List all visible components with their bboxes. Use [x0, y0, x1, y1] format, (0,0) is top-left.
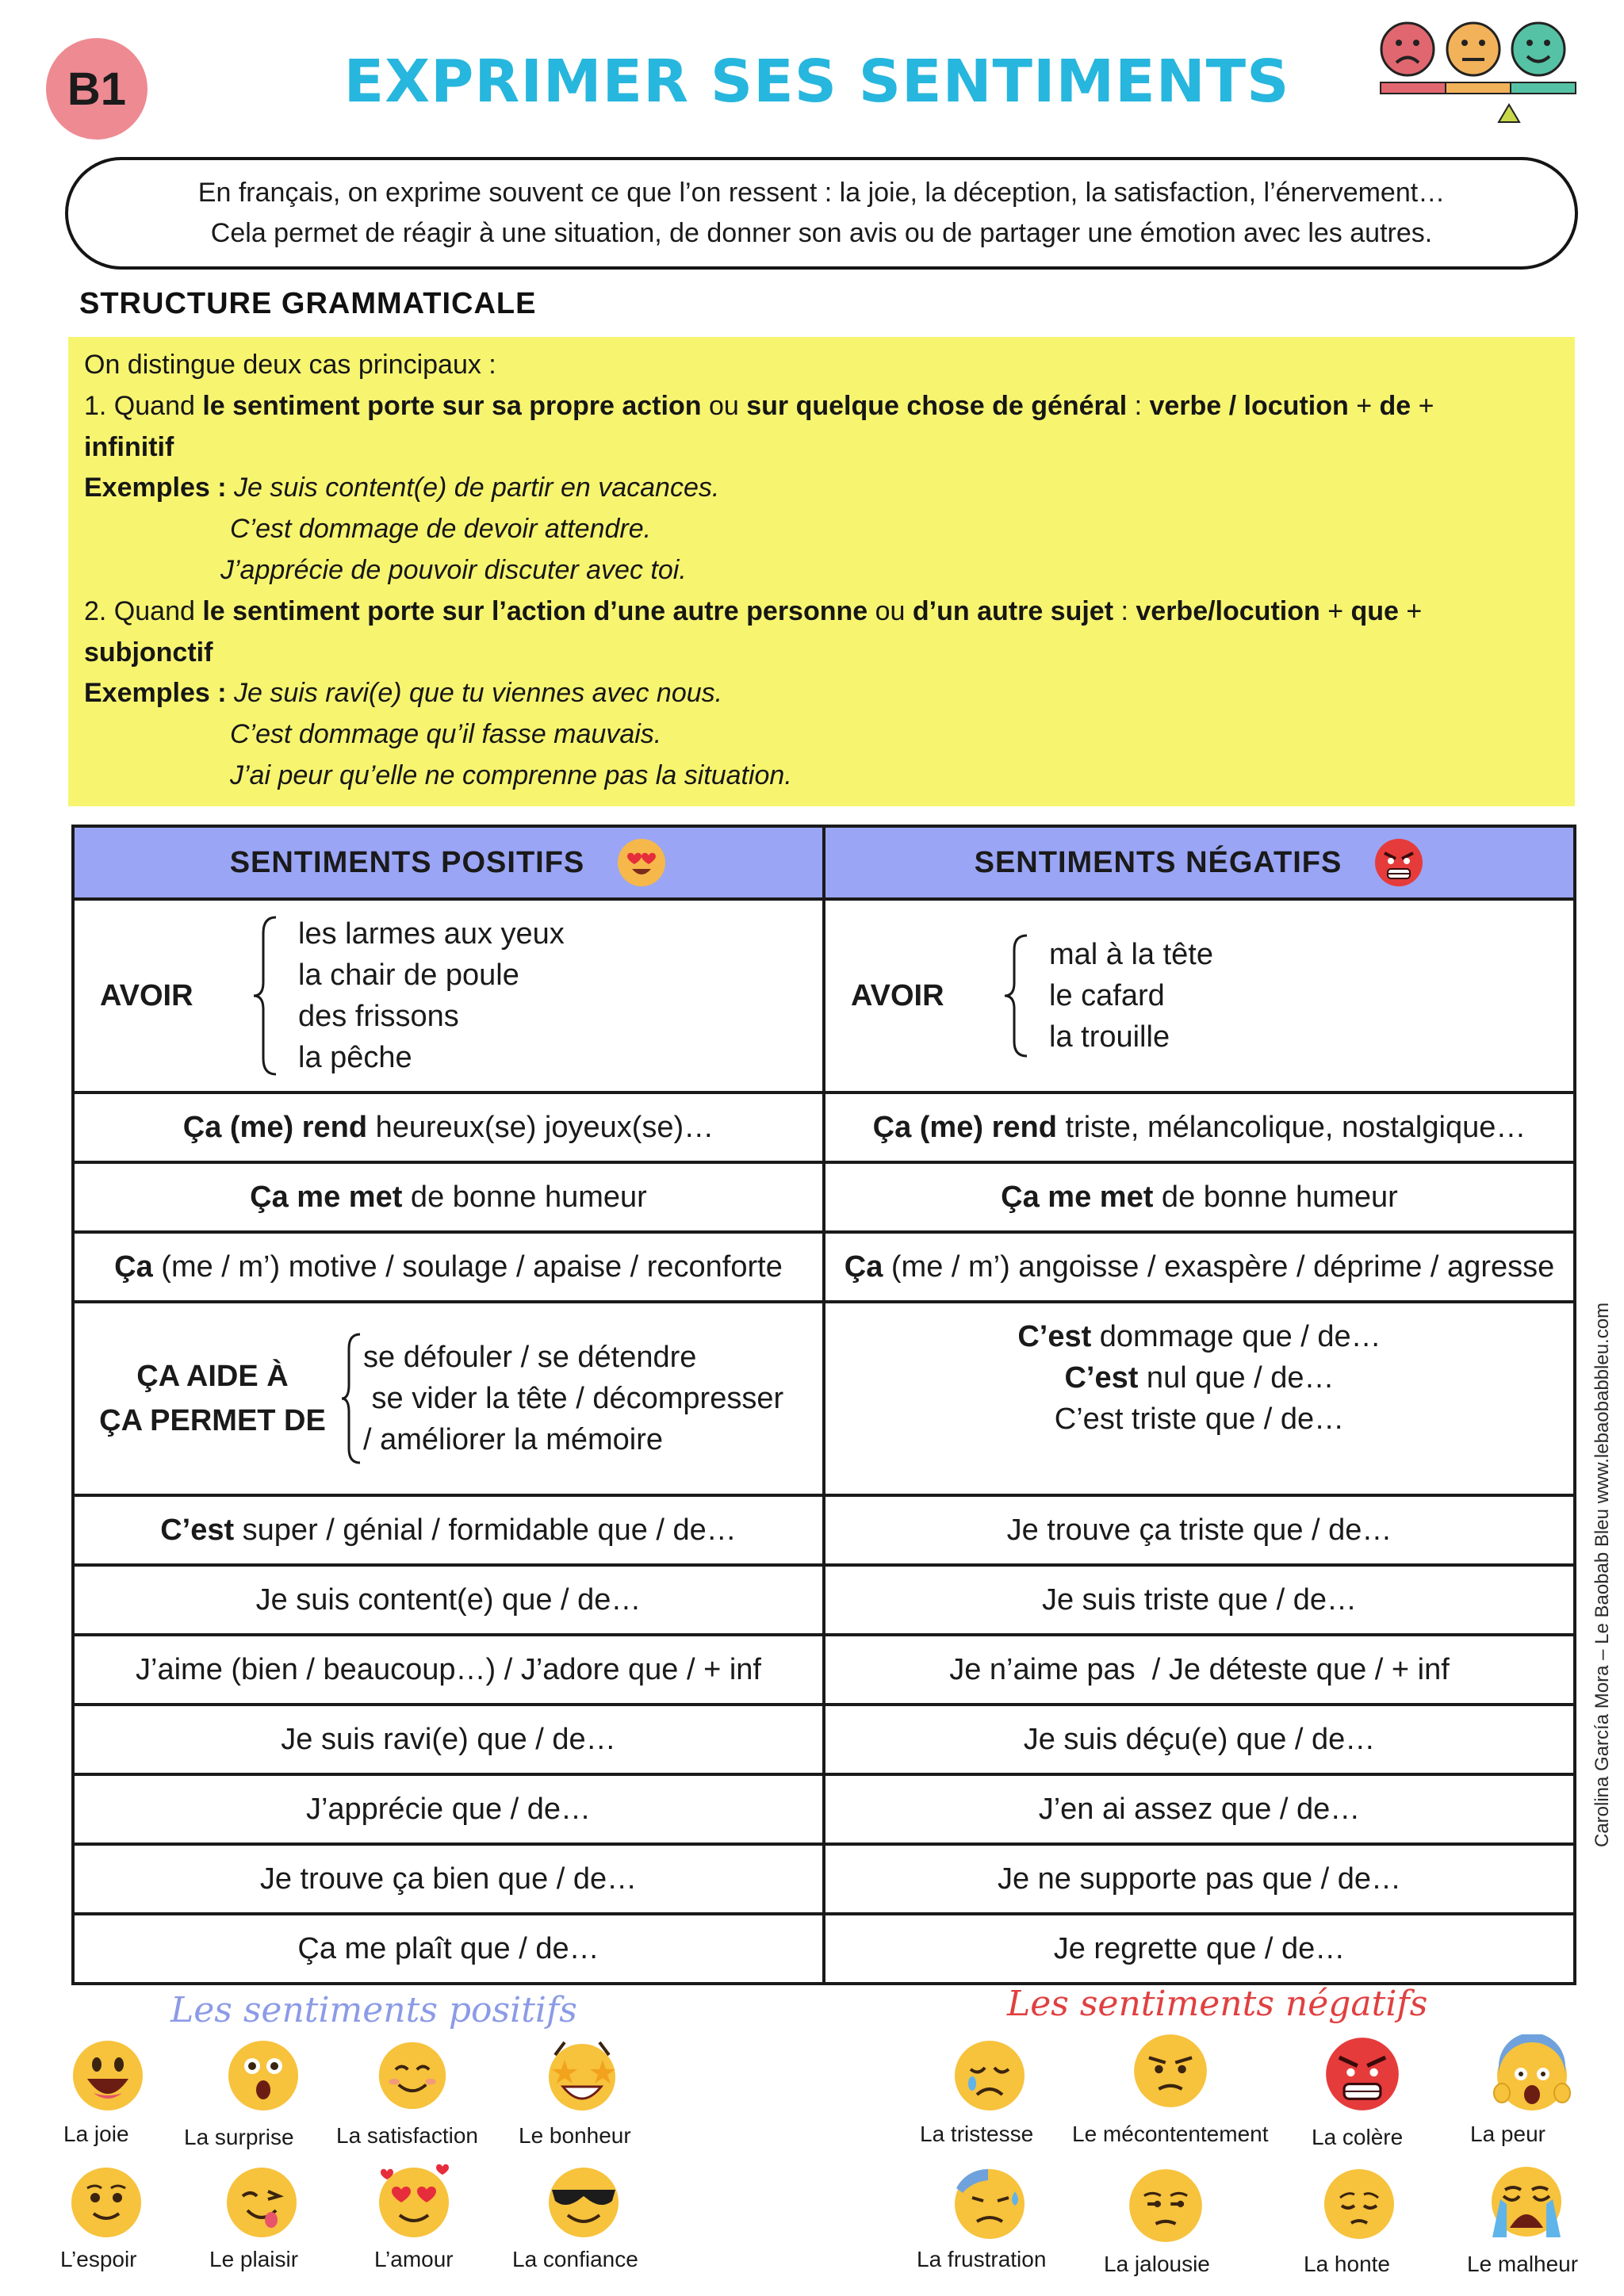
grammar-lead: On distingue deux cas principaux : — [84, 350, 496, 380]
fear-emoji-icon — [1491, 2034, 1573, 2117]
table-cell: Je suis triste que / de… — [824, 1565, 1575, 1635]
negative-header — [824, 826, 1575, 899]
page-title: EXPRIMER SES SENTIMENTS — [343, 48, 1290, 116]
emotion-label: La peur — [1470, 2122, 1545, 2146]
table-cell: J’apprécie que / de… — [73, 1774, 824, 1844]
emotion-label: Le plaisir — [209, 2247, 299, 2271]
curly-brace-icon — [251, 914, 279, 1077]
list-item: C’est nul que / de… — [1064, 1361, 1335, 1395]
table-cell: Je n’aime pas / Je déteste que / + inf — [824, 1635, 1575, 1705]
emotion-label: La honte — [1304, 2252, 1390, 2276]
frustration-emoji-icon — [948, 2161, 1031, 2244]
avoir-positive-cell — [73, 899, 824, 1093]
cest-negative-cell — [824, 1302, 1575, 1495]
level-badge: B1 — [46, 38, 147, 140]
list-item: se vider la tête / décompresser — [363, 1382, 784, 1415]
list-item: la chair de poule — [298, 959, 519, 992]
table-cell: Je suis déçu(e) que / de… — [824, 1705, 1575, 1774]
mood-gauge-icon — [1376, 17, 1580, 136]
avoir-label: AVOIR — [100, 978, 193, 1012]
case1-example-3: J’apprécie de pouvoir discuter avec toi. — [220, 554, 687, 585]
hope-emoji-icon — [68, 2164, 144, 2241]
intro-box — [65, 157, 1578, 270]
curly-brace-icon — [1002, 932, 1030, 1059]
negative-header-label: SENTIMENTS NÉGATIFS — [974, 845, 1342, 879]
misfortune-emoji-icon — [1483, 2158, 1570, 2245]
table-row — [73, 1495, 1575, 1565]
case2-rule: 2. Quand le sentiment porte sur l’action d’une autre personne ou d’un autre sujet : verbe/locution + que + — [84, 595, 1423, 626]
table-cell: Je trouve ça triste que / de… — [824, 1495, 1575, 1565]
intro-line-2: Cela permet de réagir à une situation, de donner son avis ou de partager une émotion avec les autres. — [210, 218, 1433, 248]
emotion-label: La confiance — [512, 2247, 638, 2271]
aide-row — [73, 1302, 1575, 1495]
case2-example-1: Exemples : Je suis ravi(e) que tu viennes avec nous. — [84, 678, 723, 709]
table-cell: Je trouve ça bien que / de… — [73, 1844, 824, 1914]
list-item: les larmes aux yeux — [298, 917, 565, 951]
jealousy-emoji-icon — [1126, 2166, 1205, 2245]
case1-rule: 1. Quand le sentiment porte sur sa propre action ou sur quelque chose de général : verbe / locution + de + — [84, 390, 1434, 421]
positive-header-label: SENTIMENTS POSITIFS — [229, 845, 585, 879]
table-cell: Ça me met de bonne humeur — [73, 1162, 824, 1232]
avoir-row — [73, 899, 1575, 1093]
table-cell: Ça me met de bonne humeur — [824, 1162, 1575, 1232]
table-cell: J’en ai assez que / de… — [824, 1774, 1575, 1844]
emotion-label: La surprise — [184, 2125, 294, 2149]
table-row — [73, 1232, 1575, 1302]
avoir-label: AVOIR — [851, 978, 944, 1012]
positive-header — [73, 826, 824, 899]
table-row — [73, 1093, 1575, 1162]
table-cell: Je regrette que / de… — [824, 1914, 1575, 1984]
grammar-box — [68, 337, 1575, 806]
table-row — [73, 1705, 1575, 1774]
table-row — [73, 1914, 1575, 1984]
love-emoji-icon — [373, 2158, 455, 2241]
table-row — [73, 1844, 1575, 1914]
table-row — [73, 1635, 1575, 1705]
grammar-title: STRUCTURE GRAMMATICALE — [79, 287, 537, 320]
aide-label: ÇA AIDE À ÇA PERMET DE — [99, 1360, 326, 1437]
case2-example-3: J’ai peur qu’elle ne comprenne pas la situation. — [230, 760, 792, 790]
table-cell: Je ne supporte pas que / de… — [824, 1844, 1575, 1914]
table-cell: Ça (me) rend triste, mélancolique, nostalgique… — [824, 1093, 1575, 1162]
table-cell: Ça (me / m’) angoisse / exaspère / déprime / agresse — [824, 1232, 1575, 1302]
happiness-emoji-icon — [544, 2034, 620, 2114]
aide-positive-cell — [73, 1302, 824, 1495]
emotion-label: Le mécontentement — [1072, 2122, 1269, 2146]
negative-emotions-title: Les sentiments négatifs — [1007, 1984, 1428, 2024]
table-cell: Je suis ravi(e) que / de… — [73, 1705, 824, 1774]
emotion-label: La joie — [63, 2122, 129, 2146]
heart-eyes-emoji-icon — [616, 837, 667, 888]
case1-example-2: C’est dommage de devoir attendre. — [230, 514, 652, 545]
emotion-label: La jalousie — [1104, 2252, 1210, 2276]
emotion-label: La satisfaction — [336, 2123, 478, 2148]
emotion-label: L’espoir — [60, 2247, 137, 2271]
table-row — [73, 1162, 1575, 1232]
emotion-label: Le bonheur — [519, 2123, 631, 2148]
confidence-emoji-icon — [544, 2163, 623, 2242]
list-item: C’est dommage que / de… — [1017, 1320, 1381, 1353]
feelings-table — [71, 825, 1576, 1985]
sadness-emoji-icon — [952, 2038, 1028, 2114]
list-item: mal à la tête — [1049, 938, 1213, 971]
table-row — [73, 1565, 1575, 1635]
emotion-label: L’amour — [374, 2247, 454, 2271]
case2-rule-end: subjonctif — [84, 637, 213, 668]
surprise-emoji-icon — [225, 2038, 301, 2114]
list-item: la trouille — [1049, 1020, 1170, 1054]
list-item: se défouler / se détendre — [363, 1341, 697, 1374]
list-item: le cafard — [1049, 979, 1165, 1012]
list-item: C’est triste que / de… — [1054, 1402, 1345, 1436]
table-cell: Ça (me / m’) motive / soulage / apaise / reconforte — [73, 1232, 824, 1302]
table-cell: Ça me plaît que / de… — [73, 1914, 824, 1984]
angry-emoji-icon — [1373, 837, 1424, 888]
anger-emoji-icon — [1323, 2034, 1402, 2114]
list-item: des frissons — [298, 1000, 459, 1033]
side-credit: Carolina García Mora – Le Baobab Bleu www.lebaobabbleu.com — [1591, 1302, 1613, 1847]
emotion-label: La frustration — [917, 2247, 1047, 2271]
table-row — [73, 1774, 1575, 1844]
emotion-label: La tristesse — [920, 2122, 1034, 2146]
curly-brace-icon — [339, 1331, 363, 1466]
satisfaction-emoji-icon — [376, 2039, 449, 2112]
avoir-negative-cell — [824, 899, 1575, 1093]
list-item: la pêche — [298, 1041, 412, 1074]
case2-example-2: C’est dommage qu’il fasse mauvais. — [230, 719, 662, 750]
table-cell: J’aime (bien / beaucoup…) / J’adore que / + inf — [73, 1635, 824, 1705]
emotion-label: Le malheur — [1467, 2252, 1579, 2276]
pleasure-emoji-icon — [224, 2164, 300, 2241]
table-cell: C’est super / génial / formidable que / de… — [73, 1495, 824, 1565]
table-cell: Je suis content(e) que / de… — [73, 1565, 824, 1635]
discontent-emoji-icon — [1131, 2031, 1210, 2110]
shame-emoji-icon — [1321, 2166, 1397, 2242]
list-item: / améliorer la mémoire — [363, 1423, 663, 1456]
emotion-label: La colère — [1312, 2125, 1404, 2149]
joy-emoji-icon — [70, 2038, 146, 2114]
case1-rule-end: infinitif — [84, 431, 174, 462]
table-cell: Ça (me) rend heureux(se) joyeux(se)… — [73, 1093, 824, 1162]
intro-line-1: En français, on exprime souvent ce que l’on ressent : la joie, la déception, la satisfaction, l’énervement… — [197, 178, 1446, 208]
positive-emotions-title: Les sentiments positifs — [170, 1990, 577, 2030]
case1-example-1: Exemples : Je suis content(e) de partir en vacances. — [84, 473, 720, 503]
table-header-row — [73, 826, 1575, 899]
